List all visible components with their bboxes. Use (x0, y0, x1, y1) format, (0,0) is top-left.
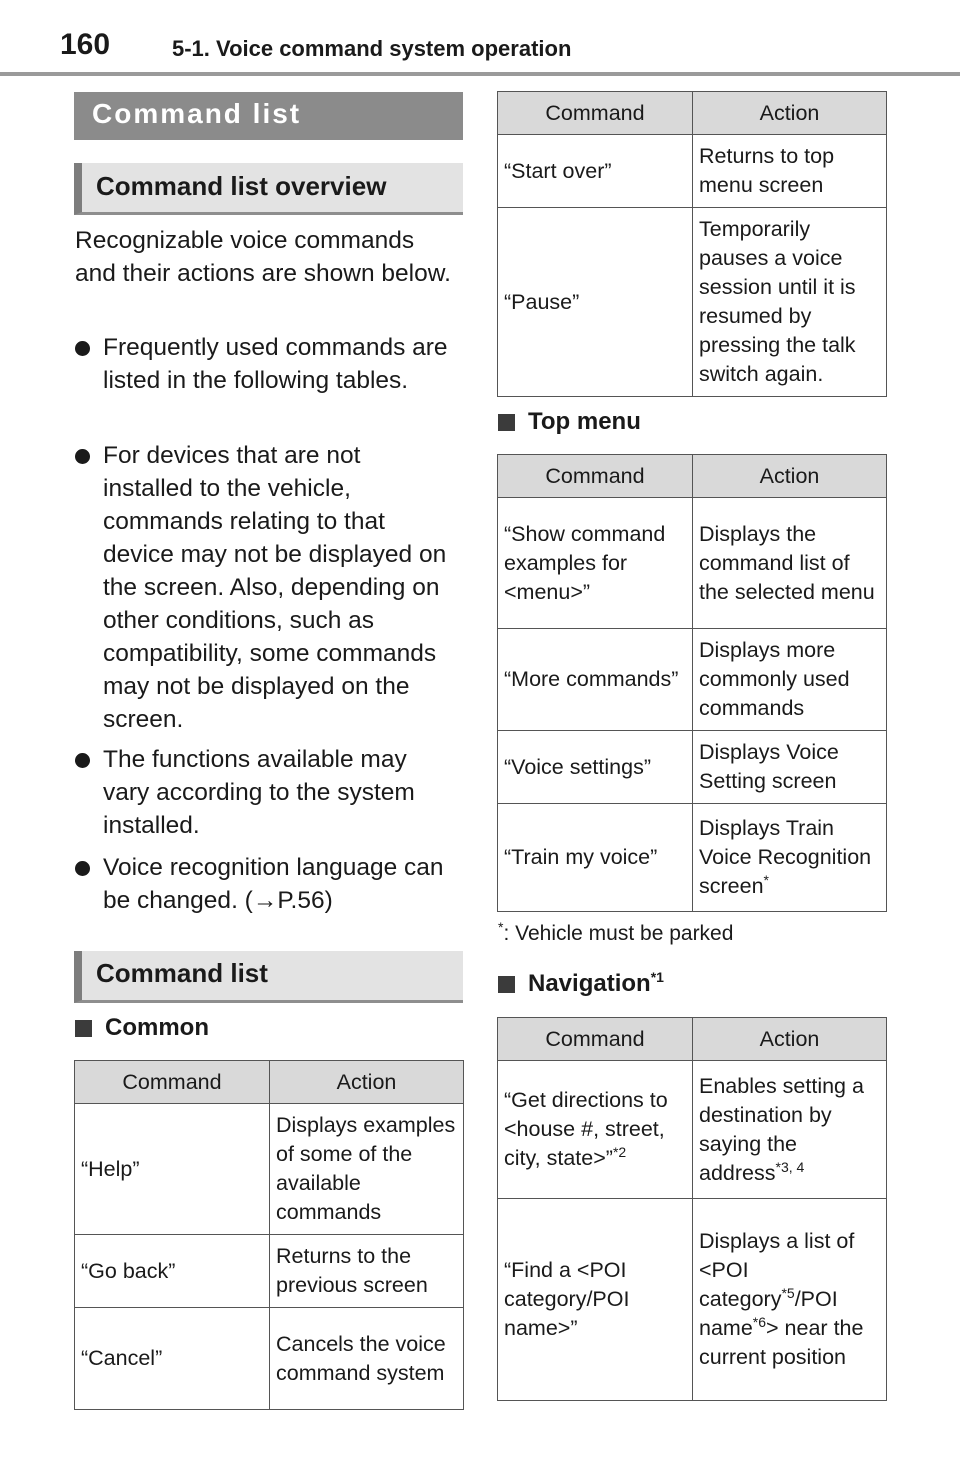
bullet-text[interactable]: Voice recognition language can be changed. (→P.56) (103, 854, 444, 914)
command-cell: “Start over” (498, 135, 693, 208)
table-row (498, 135, 887, 208)
action-cell (693, 804, 887, 912)
bullet-icon (75, 861, 90, 876)
table-row (498, 498, 887, 629)
action-cell: Displays more commonly used commands (693, 629, 887, 731)
footnote-marker: *6 (752, 1313, 767, 1330)
column-header-action: Action (693, 1018, 887, 1061)
action-cell (693, 1199, 887, 1401)
main-heading: Command list (74, 92, 463, 140)
command-cell: “Voice settings” (498, 731, 693, 804)
action-cell: Cancels the voice command system (270, 1308, 464, 1410)
header-divider (0, 72, 960, 76)
command-cell (498, 1061, 693, 1199)
section-title: 5-1. Voice command system operation (172, 36, 572, 61)
action-text: Displays a list of <POI category (699, 1229, 855, 1311)
table-row (75, 1104, 464, 1235)
command-cell: “Go back” (75, 1235, 270, 1308)
command-text: “Get directions to <house #, street, city, state>” (504, 1088, 668, 1170)
action-cell: Displays the command list of the selected menu (693, 498, 887, 629)
action-text: /POI name (699, 1287, 838, 1340)
intro-paragraph: Recognizable voice commands and their actions are shown below. (75, 227, 451, 287)
footnote-marker: *1 (650, 969, 664, 985)
bullet-icon (75, 449, 90, 464)
footnote-marker: *2 (612, 1143, 627, 1160)
bullet-text: Frequently used commands are listed in the following tables. (103, 334, 448, 394)
bullet-item (75, 439, 450, 736)
table-row (498, 208, 887, 397)
table-row (498, 1061, 887, 1199)
page-number: 160 (60, 28, 111, 61)
square-bullet-icon (498, 414, 515, 431)
command-cell: “Help” (75, 1104, 270, 1235)
action-text: > near the current position (699, 1316, 864, 1369)
command-cell: “Train my voice” (498, 804, 693, 912)
action-cell: Returns to top menu screen (693, 135, 887, 208)
square-bullet-icon (498, 976, 515, 993)
footnote-marker: *3, 4 (775, 1158, 805, 1175)
action-text: Enables setting a destination by saying the address (699, 1073, 864, 1185)
bullet-text: For devices that are not installed to the vehicle, commands relating to that device may not be displayed on the screen. Also, depending on other conditions, such as compatibility, some commands may not be displayed on the screen. (103, 442, 447, 733)
bullet-text: The functions available may vary according to the system installed. (103, 746, 415, 839)
table-row (75, 1308, 464, 1410)
table-row (498, 629, 887, 731)
table-row (75, 1235, 464, 1308)
footnote-marker: * (763, 871, 769, 888)
column-header-command: Command (498, 455, 693, 498)
command-cell: “Cancel” (75, 1308, 270, 1410)
navigation-heading: Navigation$^{*1}$ (498, 970, 664, 998)
common-table-continued (497, 91, 887, 397)
column-header-action: Action (693, 92, 887, 135)
command-cell: “Show command examples for <menu>” (498, 498, 693, 629)
action-cell: Returns to the previous screen (270, 1235, 464, 1308)
bullet-icon (75, 753, 90, 768)
top-menu-footnote (498, 919, 734, 946)
footnote-marker: *5 (781, 1284, 795, 1301)
top-menu-heading: Top menu (498, 408, 641, 436)
common-table (74, 1060, 464, 1410)
square-bullet-icon (75, 1020, 92, 1037)
action-cell: Displays Voice Setting screen (693, 731, 887, 804)
action-cell: Displays examples of some of the available commands (270, 1104, 464, 1235)
table-row (498, 804, 887, 912)
footnote-text: : Vehicle must be parked (503, 922, 734, 945)
action-cell (693, 1061, 887, 1199)
bullet-item (75, 743, 450, 842)
page-header (0, 0, 960, 76)
column-header-command: Command (498, 92, 693, 135)
command-list-heading: Command list (74, 951, 463, 1003)
action-text: Displays Train Voice Recognition screen (699, 816, 872, 898)
action-cell: Temporarily pauses a voice session until it is resumed by pressing the talk switch again. (693, 208, 887, 397)
column-header-action: Action (270, 1061, 464, 1104)
table-row (498, 731, 887, 804)
command-cell: “More commands” (498, 629, 693, 731)
navigation-table (497, 1017, 887, 1401)
command-cell: “Find a <POI category/POI name>” (498, 1199, 693, 1401)
overview-heading: Command list overview (74, 163, 463, 215)
column-header-action: Action (693, 455, 887, 498)
bullet-item (75, 851, 450, 917)
column-header-command: Command (498, 1018, 693, 1061)
table-row (498, 1199, 887, 1401)
column-header-command: Command (75, 1061, 270, 1104)
command-cell: “Pause” (498, 208, 693, 397)
common-heading: Common (75, 1014, 209, 1042)
bullet-icon (75, 341, 90, 356)
top-menu-table (497, 454, 887, 912)
bullet-item (75, 331, 450, 397)
footnote-marker: * (498, 919, 504, 935)
